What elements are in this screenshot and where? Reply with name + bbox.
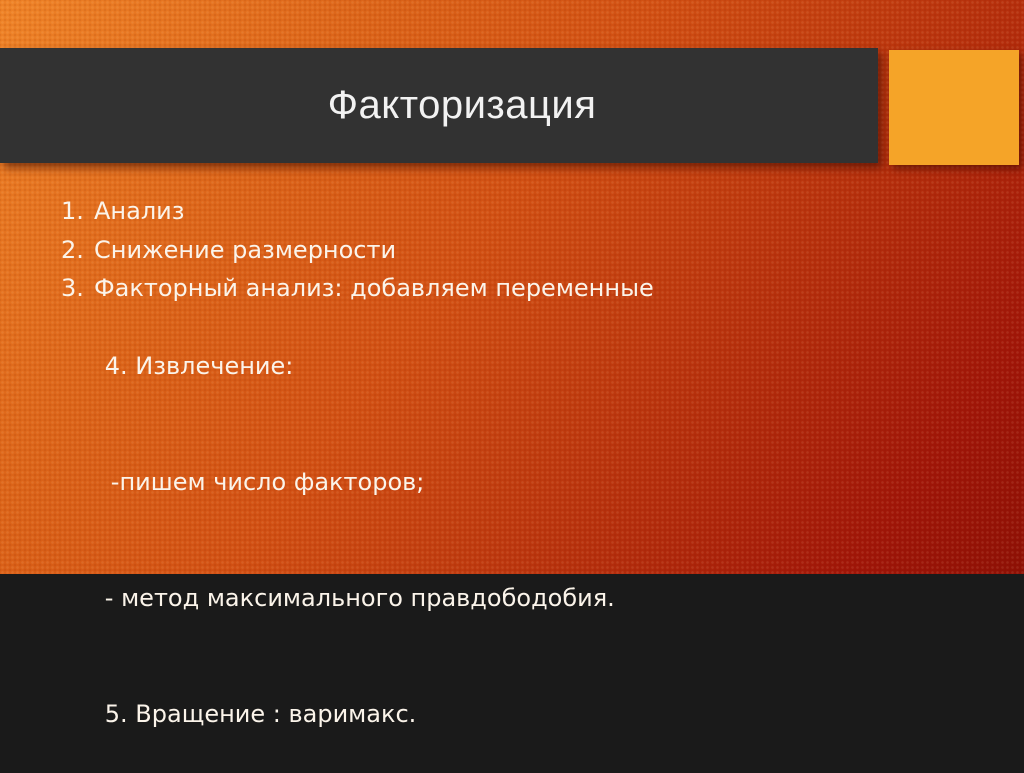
slide-title: Факторизация (327, 83, 597, 127)
list-item-text: 5. Вращение : варимакс. (104, 700, 417, 729)
list-item-number: 2. (61, 235, 84, 264)
list-item-text: Анализ (94, 197, 185, 225)
list-item (59, 656, 879, 772)
list-item-number: 1. (61, 197, 84, 225)
list-item (61, 269, 879, 308)
list-item (59, 540, 879, 656)
list-item (59, 308, 879, 424)
list-item (61, 192, 879, 231)
list-item (61, 231, 879, 270)
slide-body-list (59, 192, 879, 773)
title-bar (0, 48, 878, 163)
list-item (59, 424, 879, 540)
list-item-number: 3. (61, 274, 84, 303)
list-item-text: - метод максимального правдободобия. (104, 584, 615, 613)
accent-square (889, 50, 1019, 165)
list-item-text: 4. Извлечение: (104, 351, 294, 380)
list-item-text: Снижение размерности (94, 235, 397, 264)
list-item-text: Факторный анализ: добавляем переменные (94, 274, 654, 303)
list-item-text: -пишем число факторов; (110, 467, 425, 496)
